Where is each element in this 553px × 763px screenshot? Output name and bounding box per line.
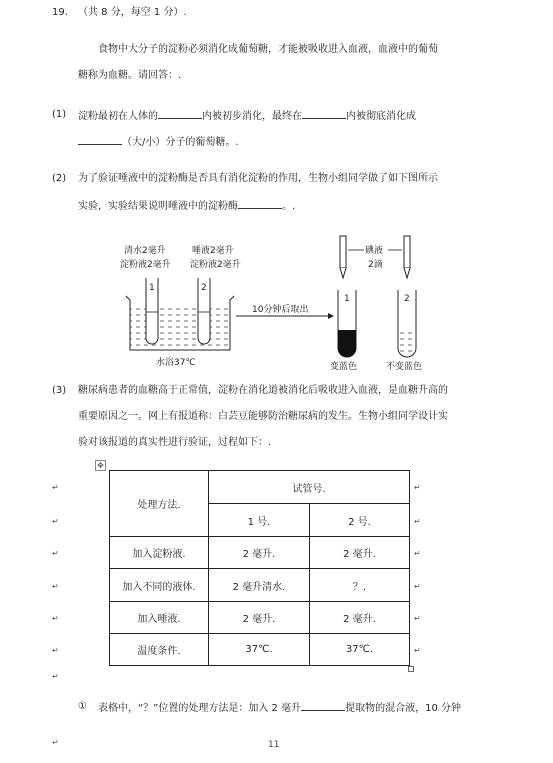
water-bath-label: 水浴37℃ (156, 358, 196, 368)
table-cell-method: 加入不同的液体. (110, 569, 209, 602)
paragraph-mark: ↵ (52, 517, 59, 526)
q3-number: (3) (52, 385, 67, 396)
table-cell-tube-2: 37℃. (310, 634, 410, 666)
table-row (110, 537, 410, 569)
table-row (110, 569, 410, 602)
bath-tube-1-number: 1 (149, 283, 155, 293)
paragraph-mark: ↵ (414, 517, 421, 526)
q2-text-b: 。. (282, 201, 296, 212)
arrow-label: 10分钟后取出 (252, 305, 309, 315)
table-cell-method: 加入唾液. (110, 602, 209, 634)
table-cell-method: 温度条件. (110, 634, 209, 666)
page-number: 11 (268, 740, 280, 750)
result-1-label: 变蓝色 (330, 362, 358, 372)
sub1-number: ① (78, 701, 87, 712)
q1-text-a: 淀粉最初在人体的 (78, 111, 158, 122)
table-cell-tube-1: 37℃. (209, 634, 310, 666)
result-2-label: 不变蓝色 (386, 362, 423, 372)
tube-1-label-top: 清水2毫升 (124, 246, 166, 256)
result-tube-2-number: 2 (404, 294, 410, 304)
table-cell-tube-1: 2 毫升清水. (209, 569, 310, 602)
q2-line-1: 为了验证唾液中的淀粉酶是否具有消化淀粉的作用，生物小组同学做了如下图所示 (78, 173, 438, 184)
dropper-2 (404, 236, 410, 278)
table-header-tube: 试管号. (209, 471, 410, 504)
paragraph-mark: ↵ (414, 582, 421, 591)
table-cell-tube-2: 2 毫升. (310, 537, 410, 569)
table-header-method: 处理方法. (110, 471, 209, 537)
q1-text-c: 内被彻底消化成 (346, 111, 416, 122)
q3-line-1: 糖尿病患者的血糖高于正常值，淀粉在消化道被消化后吸收进入血液，是血糖升高的 (78, 385, 448, 396)
sub1-text-a: 表格中，“？”位置的处理方法是：加入 2 毫升 (98, 703, 302, 714)
table-cell-tube-1: 2 毫升. (209, 537, 310, 569)
table-row (110, 634, 410, 666)
intro-line-2: 糖称为血糖。请回答：. (78, 70, 182, 81)
paragraph-mark: ↵ (52, 672, 59, 681)
table-cell-tube-2: ？. (310, 569, 410, 602)
sub1-line (98, 700, 461, 716)
table-resize-handle[interactable] (408, 666, 414, 672)
result-tube-1-number: 1 (344, 294, 350, 304)
paragraph-mark: ↵ (414, 646, 421, 655)
table-col-1: 1 号. (209, 504, 310, 537)
paragraph-mark: ↵ (52, 738, 59, 747)
paragraph-mark: ↵ (414, 483, 421, 492)
iodine-amount: 2滴 (368, 260, 383, 270)
q3-line-2: 重要原因之一。网上有报道称：白芸豆能够防治糖尿病的发生。生物小组同学设计实 (78, 411, 448, 422)
table-cell-tube-2: 2 毫升. (310, 602, 410, 634)
sub1-text-b: 提取物的混合液，10 分钟 (345, 703, 461, 714)
question-number: 19. (52, 7, 68, 18)
bath-tube-2-number: 2 (201, 283, 207, 293)
table-row (110, 602, 410, 634)
water-bath-beaker (126, 296, 234, 350)
experiment-table (109, 470, 410, 666)
paragraph-mark: ↵ (52, 614, 59, 623)
table-cell-tube-1: 2 毫升. (209, 602, 310, 634)
paragraph-mark: ↵ (414, 614, 421, 623)
table-cell-method: 加入淀粉液. (110, 537, 209, 569)
score-note: （共 8 分，每空 1 分）. (78, 7, 187, 18)
tube-2-label-bottom: 淀粉液2毫升 (190, 260, 241, 270)
paragraph-mark: ↵ (414, 549, 421, 558)
q1-text-b: 内被初步消化，最终在 (202, 111, 302, 122)
paragraph-mark: ↵ (52, 549, 59, 558)
paragraph-mark: ↵ (52, 483, 59, 492)
tube-2-label-top: 唾液2毫升 (192, 246, 234, 256)
table-col-2: 2 号. (310, 504, 410, 537)
paragraph-mark: ↵ (52, 646, 59, 655)
tube-1-label-bottom: 淀粉液2毫升 (120, 260, 171, 270)
iodine-label: 碘液 (365, 246, 384, 256)
q2-text-a: 实验，实验结果说明唾液中的淀粉酶 (78, 201, 238, 212)
sub1-blank[interactable] (301, 700, 345, 711)
paragraph-mark: ↵ (52, 582, 59, 591)
dropper-1 (340, 236, 346, 278)
table-move-handle[interactable]: ✥ (95, 460, 106, 471)
q1-text-d: （大/小）分子的葡萄糖。. (122, 137, 239, 148)
q3-line-3: 验对该报道的真实性进行验证，过程如下：. (78, 437, 272, 448)
q2-number: (2) (52, 173, 67, 184)
intro-line-1: 食物中大分子的淀粉必须消化成葡萄糖，才能被吸收进入血液，血液中的葡萄 (98, 44, 438, 55)
q1-number: (1) (52, 109, 67, 120)
